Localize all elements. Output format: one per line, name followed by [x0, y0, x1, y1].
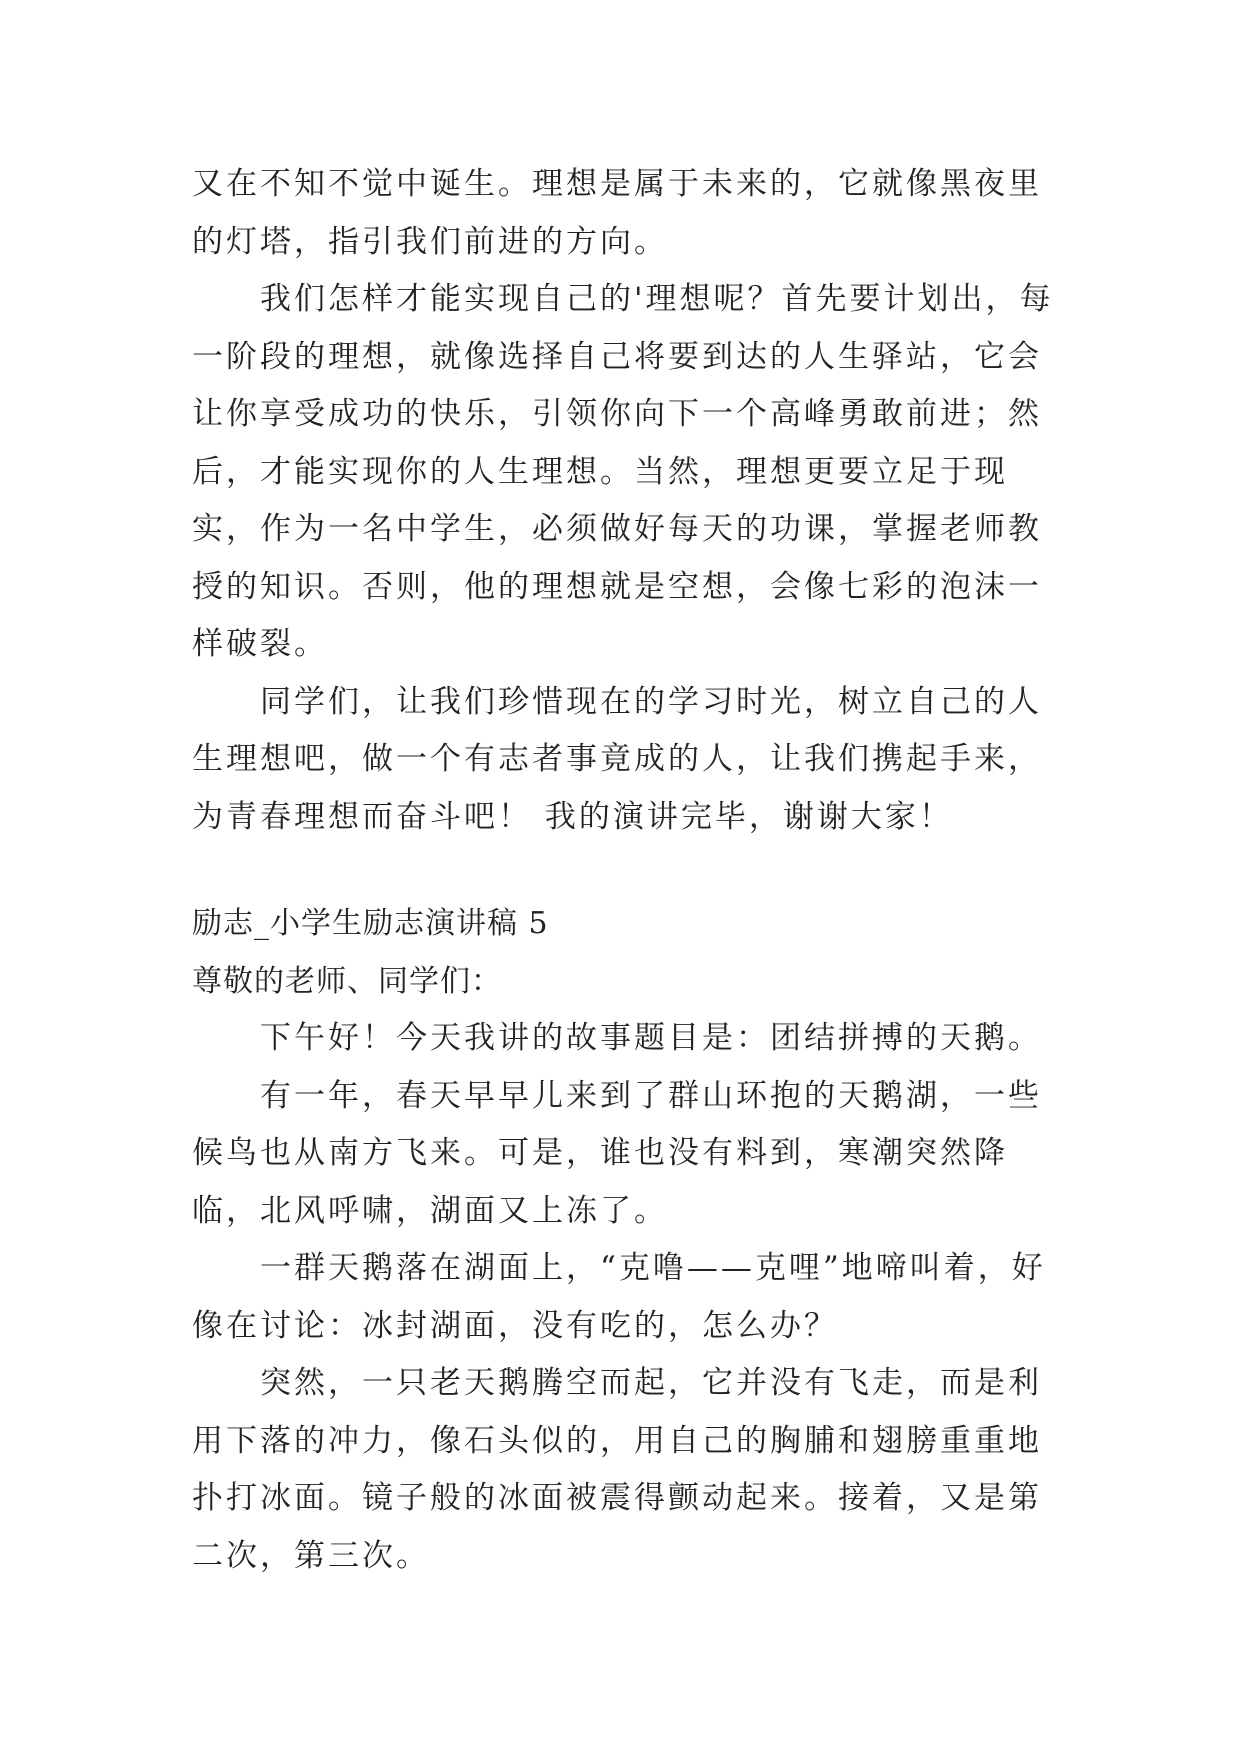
- greeting: 尊敬的老师、同学们：: [192, 963, 502, 999]
- paragraph: 我们怎样才能实现自己的'理想呢？首先要计划出，每一阶段的理想，就像选择自己将要到达的人生驿站，它会让你享受成功的快乐，引领你向下一个高峰勇敢前进；然后，才能实现你的人生理想。当然，理想更要立足于现实，作为一名中学生，必须做好每天的功课，掌握老师教授的知识。否则，他的理想就是空想，会像七彩的泡沫一样破裂。: [192, 281, 1054, 662]
- document-body: [192, 156, 1072, 1585]
- paragraph: 有一年，春天早早儿来到了群山环抱的天鹅湖，一些候鸟也从南方飞来。可是，谁也没有料到，寒潮突然降临，北风呼啸，湖面又上冻了。: [192, 1077, 1042, 1229]
- paragraph-continued: 又在不知不觉中诞生。理想是属于未来的，它就像黑夜里的灯塔，指引我们前进的方向。: [192, 166, 1042, 260]
- section-title: 励志_小学生励志演讲稿 5: [192, 906, 549, 941]
- paragraph: 下午好！今天我讲的故事题目是：团结拼搏的天鹅。: [260, 1020, 1042, 1056]
- paragraph: 同学们，让我们珍惜现在的学习时光，树立自己的人生理想吧，做一个有志者事竟成的人，让我们携起手来，为青春理想而奋斗吧！ 我的演讲完毕，谢谢大家！: [192, 683, 1042, 835]
- paragraph: 一群天鹅落在湖面上，“克噜——克哩”地啼叫着，好像在讨论：冰封湖面，没有吃的，怎么办？: [192, 1250, 1046, 1344]
- paragraph: 突然，一只老天鹅腾空而起，它并没有飞走，而是利用下落的冲力，像石头似的，用自己的胸脯和翅膀重重地扑打冰面。镜子般的冰面被震得颤动起来。接着，又是第二次，第三次。: [192, 1365, 1042, 1574]
